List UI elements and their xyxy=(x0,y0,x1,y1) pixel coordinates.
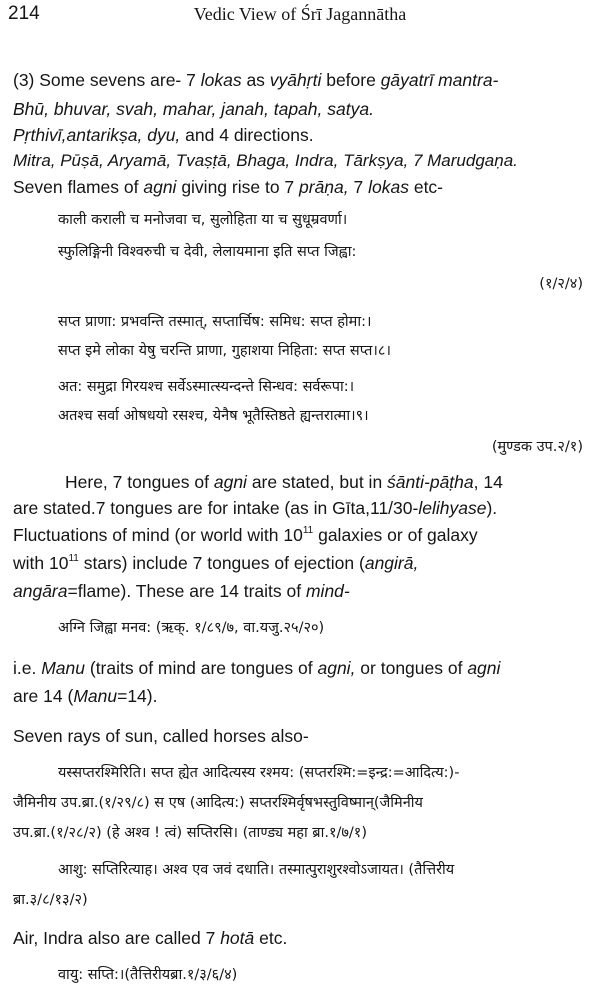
paragraph-line: Pṛthivī,antarikṣa, dyu, and 4 directions. xyxy=(13,125,314,145)
paragraph-line: with $10^{11}$ stars) include 7 tongues of ejection (angirā, xyxy=(13,553,419,573)
sanskrit-verse-line: उप.ब्रा.(१/२८/२) (हे अश्व ! त्वं) सप्तिरसि। (ताण्ड्य महा ब्रा.१/७/१) xyxy=(13,825,368,841)
sanskrit-verse-line: स्फुलिङ्गिनी विश्वरुची च देवी, लेलायमाना इति सप्त जिह्वा: xyxy=(58,244,357,260)
sanskrit-verse-line: ब्रा.३/८/१३/२) xyxy=(13,892,88,908)
sanskrit-verse-line: वायु: सप्ति:।(तैत्तिरीयब्रा.१/३/६/४) xyxy=(58,967,238,983)
paragraph-line: Mitra, Pūṣā, Aryamā, Tvaṣṭā, Bhaga, Indra, Tārkṣya, 7 Marudgaṇa. xyxy=(13,151,518,170)
paragraph-line: Fluctuations of mind (or world with $10^{11}$ galaxies or of galaxy xyxy=(13,525,478,545)
sanskrit-verse-line: आशु: सप्तिरित्याह। अश्व एव जवं दधाति। तस्मात्पुराशुरश्वोऽजायत। (तैत्तिरीय xyxy=(58,862,455,878)
verse-reference: (१/२/४) xyxy=(539,276,583,292)
paragraph-line: Here, 7 tongues of agni are stated, but in śānti-pāṭha, 14 xyxy=(65,472,503,492)
verse-reference: (मुण्डक उप.२/१) xyxy=(491,439,583,455)
running-title: Vedic View of Śrī Jagannātha xyxy=(193,4,407,24)
sanskrit-verse-line: सप्त प्राणा: प्रभवन्ति तस्मात्, सप्तार्चिष: समिध: सप्त होमा:। xyxy=(58,314,372,330)
sanskrit-verse-line: यस्सप्तरश्मिरिति। सप्त ह्येत आदित्यस्य रश्मय: (सप्तरश्मि:=इन्द्र:=आदित्य:)- xyxy=(58,765,460,781)
sanskrit-verse-line: अग्नि जिह्वा मनव: (ऋक्. १/८९/७, वा.यजु.२५/२०) xyxy=(58,620,325,636)
sanskrit-verse-line: सप्त इमे लोका येषु चरन्ति प्राणा, गुहाशया निहिता: सप्त सप्त।८। xyxy=(58,343,391,359)
paragraph-line: Bhū, bhuvar, svah, mahar, janah, tapah, satya. xyxy=(13,99,374,119)
paragraph-line: Seven rays of sun, called horses also- xyxy=(13,726,309,746)
paragraph-line: (3) Some sevens are- 7 lokas as vyāhṛti before gāyatrī mantra- xyxy=(13,70,499,90)
paragraph-line: Seven flames of agni giving rise to 7 prāṇa, 7 lokas etc- xyxy=(13,177,444,197)
sanskrit-verse-line: काली कराली च मनोजवा च, सुलोहिता या च सुधूम्रवर्णा। xyxy=(58,212,348,228)
paragraph-line: Air, Indra also are called 7 hotā etc. xyxy=(13,928,288,948)
page-header xyxy=(8,3,592,31)
paragraph-line: are 14 (Manu=14). xyxy=(13,686,158,706)
sanskrit-verse-line: जैमिनीय उप.ब्रा.(१/२९/८) स एष (आदित्य:) सप्तरश्मिर्वृषभस्तुविष्मान्(जैमिनीय xyxy=(13,795,423,811)
paragraph-line: angāra=flame). These are 14 traits of mind- xyxy=(13,581,350,601)
sanskrit-verse-line: अत: समुद्रा गिरयश्च सर्वेऽस्मात्स्यन्दन्ते सिन्धव: सर्वरूपा:। xyxy=(58,379,355,395)
page-number: 214 xyxy=(8,3,40,24)
paragraph-line: are stated.7 tongues are for intake (as in Gīta,11/30-lelihyase). xyxy=(13,498,498,518)
paragraph-line: i.e. Manu (traits of mind are tongues of agni, or tongues of agni xyxy=(13,658,501,678)
sanskrit-verse-line: अतश्च सर्वा ओषधयो रसश्च, येनैष भूतैस्तिष्ठते ह्यन्तरात्मा।९। xyxy=(58,408,369,424)
